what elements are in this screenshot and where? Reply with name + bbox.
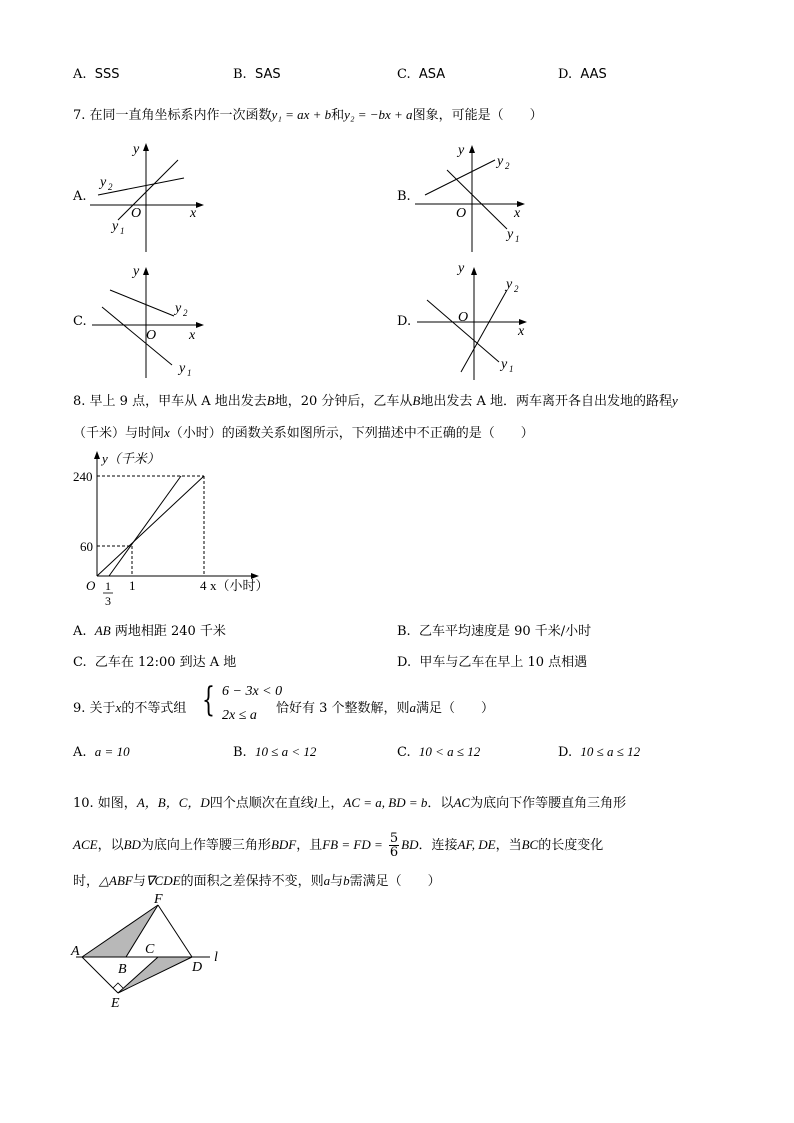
- q10-stem-line2: ACE，以BD为底向上作等腰三角形BDF，且FB = FD = $\frac{5}{6}$ BD．连接AF, DE，当BC的长度变化: [73, 831, 604, 860]
- point-a-label: A: [71, 944, 80, 959]
- y-axis-label: y（千米）: [102, 451, 160, 466]
- q7-stem: 7. 在同一直角坐标系内作一次函数y₁ = ax + b和y₂ = −bx + a图象，可能是（ ）: [73, 107, 543, 123]
- line-y1: [118, 160, 178, 220]
- y2-sub: 2: [108, 182, 113, 192]
- y1-label: y: [112, 219, 119, 234]
- origin-label: O: [458, 310, 469, 325]
- tick-240: 240: [73, 469, 93, 484]
- q8-stem-line1: 8. 早上 9 点，甲车从 A 地出发去B地，20 分钟后，乙车从B地出发去 A 地．两车离开各自出发地的路程y: [73, 393, 678, 409]
- y2-label: y: [506, 277, 513, 292]
- tick-60: 60: [80, 539, 93, 554]
- x-label: x: [190, 206, 197, 221]
- y2-label: y: [497, 154, 504, 169]
- y-axis-arrow: [471, 267, 477, 275]
- q9-stem-pre: 9. 关于x的不等式组: [73, 700, 187, 716]
- y2-sub: 2: [514, 284, 519, 294]
- y1-sub: 1: [515, 234, 520, 244]
- origin-label: O: [456, 206, 467, 221]
- origin-label: O: [146, 328, 157, 343]
- segment-ae: [82, 957, 118, 993]
- y1-sub: 1: [509, 364, 514, 374]
- y1-label: y: [501, 357, 508, 372]
- q7-graph-c: [88, 262, 213, 382]
- y-axis-arrow: [94, 451, 100, 459]
- origin-label: O: [131, 206, 142, 221]
- q7-option-a-label[interactable]: A.: [73, 189, 87, 204]
- q7-graph-b: [413, 140, 533, 255]
- q8-stem-line2: （千米）与时间x（小时）的函数关系如图所示，下列描述中不正确的是（ ）: [73, 425, 534, 441]
- line-y2: [425, 160, 495, 195]
- tick-x4: 4: [200, 578, 207, 593]
- origin-label: O: [86, 578, 96, 593]
- q9-option-d[interactable]: D. 10 ≤ a ≤ 12: [558, 744, 641, 760]
- y2-label: y: [175, 301, 182, 316]
- x-axis-label: x（小时）: [210, 578, 269, 593]
- point-f-label: F: [154, 892, 163, 907]
- y-label: y: [133, 142, 140, 157]
- q9-option-c[interactable]: C. 10 < a ≤ 12: [397, 744, 481, 760]
- point-d-label: D: [192, 960, 203, 975]
- frac-denominator: 3: [105, 594, 111, 608]
- y2-label: y: [100, 175, 107, 190]
- y1-sub: 1: [120, 226, 125, 236]
- y1-sub: 1: [187, 368, 192, 378]
- frac-numerator: 1: [105, 579, 111, 593]
- y-label: y: [458, 261, 465, 276]
- y1-label: y: [507, 227, 514, 242]
- q8-option-a[interactable]: A. AB 两地相距 240 千米: [73, 623, 226, 639]
- line-car-jia: [97, 476, 204, 576]
- x-label: x: [514, 206, 521, 221]
- x-label: x: [518, 324, 525, 339]
- q9-option-a[interactable]: A. a = 10: [73, 744, 130, 760]
- point-c-label: C: [145, 942, 155, 957]
- y1-label: y: [179, 361, 186, 376]
- y-axis-arrow: [469, 145, 475, 153]
- q7-option-d-label[interactable]: D.: [397, 314, 412, 329]
- q8-graph: [70, 448, 280, 613]
- tick-x1: 1: [129, 578, 136, 593]
- y-axis-arrow: [143, 267, 149, 275]
- q10-stem-line3: 时，△ABF与∇CDE的面积之差保持不变，则a与b需满足（ ）: [73, 873, 441, 889]
- q9-ineq-1: 6 − 3x < 0: [222, 684, 283, 699]
- q7-option-c-label[interactable]: C.: [73, 314, 87, 329]
- q8-option-c[interactable]: C. 乙车在 12:00 到达 A 地: [73, 655, 237, 670]
- y-label: y: [133, 264, 140, 279]
- q10-stem-line1: 10. 如图，A，B，C，D四个点顺次在直线l上，AC = a, BD = b．以AC为底向下作等腰直角三角形: [73, 795, 627, 811]
- line-y2: [110, 290, 174, 316]
- x-axis-arrow: [196, 202, 204, 208]
- q7-graph-a: [88, 140, 208, 255]
- q10-fraction: $\frac{5}{6}$: [389, 831, 399, 860]
- q8-option-d[interactable]: D. 甲车与乙车在早上 10 点相遇: [397, 655, 588, 670]
- right-angle-mark: [113, 983, 123, 988]
- point-b-label: B: [118, 962, 127, 977]
- q7-graph-d: [413, 262, 538, 382]
- q9-stem-post: 恰好有 3 个整数解，则a满足（ ）: [276, 700, 495, 716]
- line-car-yi: [109, 476, 181, 576]
- q8-option-b[interactable]: B. 乙车平均速度是 90 千米/小时: [397, 624, 592, 639]
- point-e-label: E: [111, 996, 120, 1011]
- q6-option-b[interactable]: B. SAS: [233, 67, 281, 82]
- x-label: x: [189, 328, 196, 343]
- q6-option-c[interactable]: C. ASA: [397, 67, 446, 82]
- q10-figure: [68, 892, 238, 1015]
- y-axis-arrow: [143, 143, 149, 151]
- y2-sub: 2: [183, 308, 188, 318]
- y2-sub: 2: [505, 161, 510, 171]
- y-label: y: [458, 143, 465, 158]
- segment-df: [158, 905, 192, 957]
- q9-option-b[interactable]: B. 10 ≤ a < 12: [233, 744, 317, 760]
- q6-option-d[interactable]: D. AAS: [558, 67, 607, 82]
- q7-option-b-label[interactable]: B.: [397, 189, 411, 204]
- line-l-label: l: [214, 950, 218, 965]
- q6-option-a[interactable]: A. SSS: [73, 67, 120, 82]
- x-axis-arrow: [196, 322, 204, 328]
- q9-system-brace: {: [202, 680, 215, 720]
- q9-ineq-2: 2x ≤ a: [222, 708, 257, 723]
- line-y1: [102, 307, 172, 365]
